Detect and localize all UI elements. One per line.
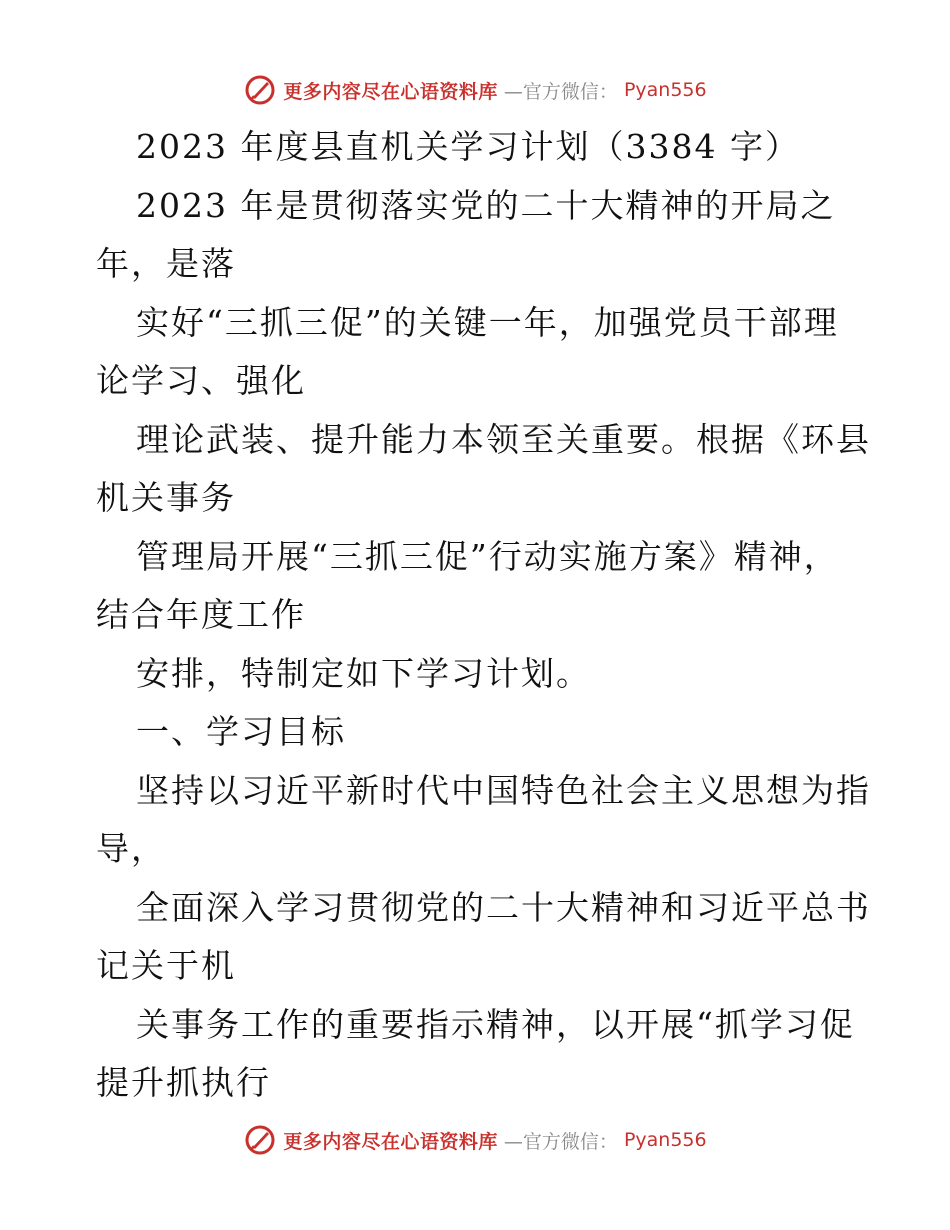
quill-pen-logo-icon xyxy=(243,73,277,107)
paragraph-line: 机关事务 xyxy=(96,478,236,517)
quill-pen-logo-icon xyxy=(243,1123,277,1157)
paragraph-line: 提升抓执行 xyxy=(96,1063,271,1102)
document-body xyxy=(96,118,871,1113)
document-title: 2023 年度县直机关学习计划（3384 字） xyxy=(136,127,800,166)
header-banner-contact: Pyan556 xyxy=(623,79,707,101)
paragraph-line: 导， xyxy=(96,829,166,868)
footer-watermark-banner xyxy=(0,1120,950,1160)
paragraph-line: 管理局开展“三抓三促”行动实施方案》精神， xyxy=(136,536,839,576)
section-heading: 一、学习目标 xyxy=(136,712,346,751)
paragraph-line: 论学习、强化 xyxy=(96,361,306,400)
header-watermark-banner xyxy=(0,70,950,110)
paragraph-line: 坚持以习近平新时代中国特色社会主义思想为指 xyxy=(136,770,871,810)
paragraph-line: 记关于机 xyxy=(96,946,236,985)
paragraph-line: 关事务工作的重要指示精神，以开展“抓学习促 xyxy=(136,1004,855,1044)
paragraph-line: 2023 年是贯彻落实党的二十大精神的开局之 xyxy=(136,185,836,225)
paragraph-line: 理论武装、提升能力本领至关重要。根据《环县 xyxy=(136,419,871,459)
paragraph-line: 年，是落 xyxy=(96,244,236,283)
paragraph-line: 实好“三抓三促”的关键一年，加强党员干部理 xyxy=(136,302,839,342)
header-banner-separator: —官方微信： xyxy=(503,80,618,103)
paragraph-line: 安排，特制定如下学习计划。 xyxy=(136,653,591,693)
header-banner-text: 更多内容尽在心语资料库 xyxy=(283,80,498,103)
footer-banner-text: 更多内容尽在心语资料库 xyxy=(283,1130,498,1153)
footer-banner-separator: —官方微信： xyxy=(503,1130,618,1153)
paragraph-line: 结合年度工作 xyxy=(96,595,306,634)
paragraph-line: 全面深入学习贯彻党的二十大精神和习近平总书 xyxy=(136,887,871,927)
footer-banner-contact: Pyan556 xyxy=(623,1129,707,1151)
